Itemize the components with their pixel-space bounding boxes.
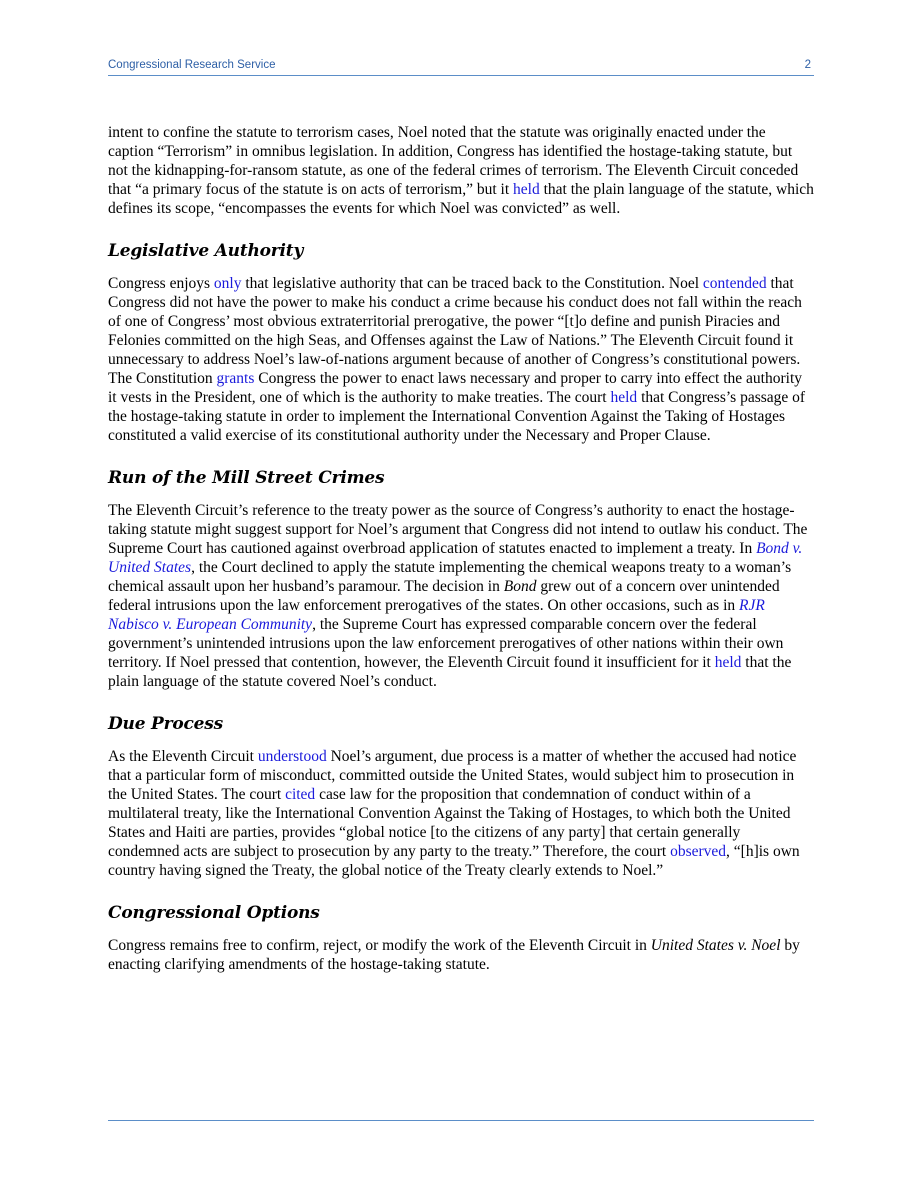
text: that legislative authority that can be traced back to the Constitution. Noel (241, 275, 703, 292)
link-rjr-nabisco[interactable]: RJR Nabisco v. European Community (108, 597, 765, 633)
link-observed[interactable]: observed (670, 843, 727, 860)
link-held[interactable]: held (610, 389, 638, 406)
link-contended[interactable]: contended (702, 275, 767, 292)
page-header (108, 58, 814, 76)
case-name-bond: Bond (503, 578, 537, 595)
text: Congress enjoys (108, 275, 214, 292)
header-title: Congressional Research Service (108, 59, 276, 71)
paragraph-run-of-the-mill (108, 501, 814, 691)
link-held[interactable]: held (513, 181, 540, 198)
footer-rule (108, 1120, 814, 1121)
text: that Congress’s passage of the hostage-taking statute in order to implement the International Convention Against the Taking of Hostages constituted a valid exercise of its constitutional authority under the Necessary and Proper Clause. (108, 389, 806, 444)
heading-run-of-the-mill: Run of the Mill Street Crimes (108, 468, 385, 488)
text: Congress remains free to confirm, reject, or modify the work of the Eleventh Circuit in (108, 937, 651, 954)
link-grants[interactable]: grants (216, 370, 255, 387)
text: , “[h]is own country having signed the Treaty, the global notice of the Treaty clearly extends to Noel.” (108, 843, 800, 879)
text: intent to confine the statute to terrorism cases, Noel noted that the statute was originally enacted under the caption “Terrorism” in omnibus legislation. In addition, Congress has identified the hostage-taking statute, but not the kidnapping-for-ransom statute, as one of the federal crimes of terrorism. The Eleventh Circuit conceded that “a primary focus of the statute is on acts of terrorism,” but it (108, 124, 799, 198)
paragraph-intro (108, 123, 814, 218)
text: that the plain language of the statute, which defines its scope, “encompasses the events for which Noel was convicted” as well. (108, 181, 814, 217)
heading-due-process: Due Process (108, 714, 224, 734)
link-held[interactable]: held (714, 654, 742, 671)
paragraph-due-process (108, 747, 814, 880)
text: grew out of a concern over unintended federal intrusions upon the law enforcement prerogatives of the states. On other occasions, such as in (108, 578, 780, 614)
document-body (108, 123, 814, 974)
paragraph-congressional-options (108, 936, 814, 974)
text: Congress the power to enact laws necessary and proper to carry into effect the authority it vests in the President, one of which is the authority to make treaties. The court (108, 370, 803, 406)
text: that the plain language of the statute covered Noel’s conduct. (108, 654, 792, 690)
heading-congressional-options: Congressional Options (108, 903, 320, 923)
text: by enacting clarifying amendments of the hostage-taking statute. (108, 937, 800, 973)
link-bond-v-united-states[interactable]: Bond v. United States (108, 540, 803, 576)
text: , the Court declined to apply the statute implementing the chemical weapons treaty to a woman’s chemical assault upon her husband’s paramour. The decision in (108, 559, 792, 595)
text: that Congress did not have the power to make his conduct a crime because his conduct does not fall within the reach of one of Congress’ most obvious extraterritorial prerogative, the power “[t]o define and punish Piracies and Felonies committed on the high Seas, and Offenses against the Law of Nations.” The Eleventh Circuit found it unnecessary to address Noel’s law-of-nations argument because of another of Congress’s constitutional powers. The Constitution (108, 275, 802, 387)
paragraph-legislative-authority (108, 274, 814, 445)
text: As the Eleventh Circuit (108, 748, 258, 765)
link-only[interactable]: only (213, 275, 242, 292)
link-cited[interactable]: cited (285, 786, 316, 803)
heading-legislative-authority: Legislative Authority (108, 241, 304, 261)
text: , the Supreme Court has expressed comparable concern over the federal government’s unintended intrusions upon the law enforcement prerogatives of other nations within their own territory. If Noel pressed that contention, however, the Eleventh Circuit found it insufficient for it (108, 616, 784, 671)
text: The Eleventh Circuit’s reference to the treaty power as the source of Congress’s authority to enact the hostage-taking statute might suggest support for Noel’s argument that Congress did not intend to outlaw his conduct. The Supreme Court has cautioned against overbroad application of statutes enacted to implement a treaty. In (108, 502, 808, 557)
link-understood[interactable]: understood (257, 748, 327, 765)
text: Noel’s argument, due process is a matter of whether the accused had notice that a particular form of misconduct, committed outside the United States, would subject him to prosecution in the United States. The court (108, 748, 797, 803)
text: case law for the proposition that condemnation of conduct within of a multilateral treaty, like the International Convention Against the Taking of Hostages, to which both the United States and Haiti are parties, provides “global notice [to the citizens of any party] that certain generally condemned acts are subject to prosecution by any party to the treaty.” Therefore, the court (108, 786, 791, 860)
case-name-us-v-noel: United States v. Noel (650, 937, 781, 954)
page-number: 2 (804, 59, 811, 71)
